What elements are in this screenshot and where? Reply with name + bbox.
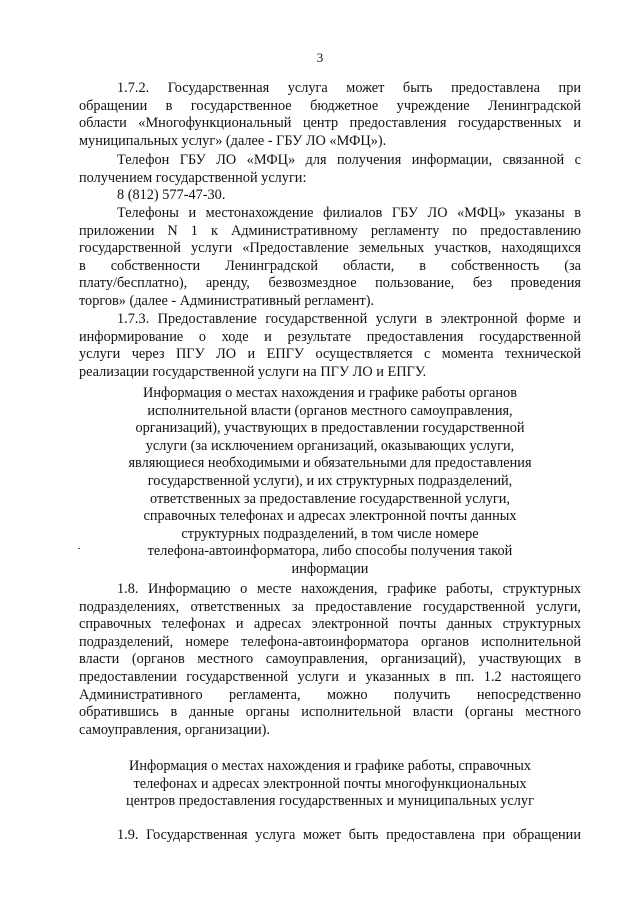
heading-line: центров предоставления государственных и муниципальных услуг (126, 793, 534, 810)
text-line: приложении N 1 к Административному регламенту по предоставлению (79, 222, 581, 239)
text-line: 1.7.2. Государственная услуга может быть предоставлена при (117, 80, 581, 96)
paragraph-branches (79, 205, 581, 311)
heading-line: Информация о местах нахождения и графике работы органов (143, 385, 517, 401)
phone-number: 8 (812) 577-47-30. (117, 187, 226, 203)
text-line: 1.8. Информацию о месте нахождения, графике работы, структурных (117, 581, 581, 597)
paragraph-1-7-2 (79, 80, 581, 150)
paragraph-1-8 (79, 581, 581, 739)
heading-line: телефонах и адресах электронной почты многофункциональных (133, 775, 527, 792)
paragraph-phone-number (79, 187, 581, 205)
text-line: обращении в государственное бюджетное учреждение Ленинградской (79, 97, 581, 114)
heading-line: государственной услуги), и их структурных подразделений, (147, 472, 513, 489)
heading-line: услуги (за исключением организаций, оказывающих услуги, (145, 437, 515, 454)
text-line: в собственности Ленинградской области, в собственность (за (79, 257, 581, 274)
text-line: самоуправления, организации). (79, 721, 270, 738)
section-heading-authorities (79, 385, 581, 579)
paragraph-phone-intro (79, 152, 581, 187)
text-line: предоставлении государственной услуги и указанных в пп. 1.2 настоящего (79, 668, 581, 685)
text-line: Телефон ГБУ ЛО «МФЦ» для получения информации, связанной с (117, 152, 581, 168)
text-line: подразделений, номере телефона-автоинформатора органов исполнительной (79, 633, 581, 650)
text-line: торгов» (далее - Административный регламент). (79, 292, 375, 309)
text-line: 1.9. Государственная услуга может быть предоставлена при обращении (117, 827, 581, 843)
text-line: справочных телефонах и адресах электронной почты данных структурных (79, 616, 581, 633)
text-line: области «Многофункциональный центр предоставления государственных и (79, 115, 581, 132)
heading-line: являющиеся необходимыми и обязательными для предоставления (128, 455, 532, 472)
paragraph-1-9 (79, 827, 581, 845)
text-line: государственной услуги «Предоставление земельных участков, находящихся (79, 240, 581, 257)
heading-line: справочных телефонах и адресах электронной почты данных (143, 508, 517, 525)
text-line: подразделениях, ответственных за предоставление государственной услуги, (79, 598, 581, 615)
text-line: власти (органов местного самоуправления, организаций), участвующих в (79, 651, 581, 668)
heading-line: Информация о местах нахождения и графике работы, справочных (129, 758, 531, 774)
text-line: услуги через ПГУ ЛО и ЕПГУ осуществляется с момента технической (79, 346, 581, 363)
text-line: плату/бесплатно), аренду, безвозмездное пользование, без проведения (79, 275, 581, 292)
paragraph-1-7-3 (79, 311, 581, 381)
section-heading-mfc (79, 758, 581, 811)
text-line: муниципальных услуг» (далее - ГБУ ЛО «МФЦ»). (79, 132, 387, 149)
heading-line: исполнительной власти (органов местного самоуправления, (147, 402, 513, 419)
text-line: Административного регламента, можно получить непосредственно (79, 686, 581, 703)
text-line: получением государственной услуги: (79, 169, 307, 186)
page-number: 3 (316, 50, 324, 65)
text-line: информирование о ходе и результате предоставления государственной (79, 328, 581, 345)
heading-line: структурных подразделений, в том числе номере (181, 525, 479, 542)
heading-line: организаций), участвующих в предоставлении государственной (135, 420, 525, 437)
text-line: реализации государственной услуги на ПГУ ЛО и ЕПГУ. (79, 363, 427, 380)
heading-line: ответственных за предоставление государственной услуги, (150, 490, 510, 507)
heading-line: телефона-автоинформатора, либо способы получения такой (147, 543, 513, 560)
text-line: Телефоны и местонахождение филиалов ГБУ ЛО «МФЦ» указаны в (117, 205, 581, 221)
heading-line: информации (291, 560, 369, 577)
text-line: обратившись в данные органы исполнительной власти (органы местного (79, 704, 581, 721)
text-line: 1.7.3. Предоставление государственной услуги в электронной форме и (117, 311, 581, 327)
scan-mark (78, 548, 80, 549)
